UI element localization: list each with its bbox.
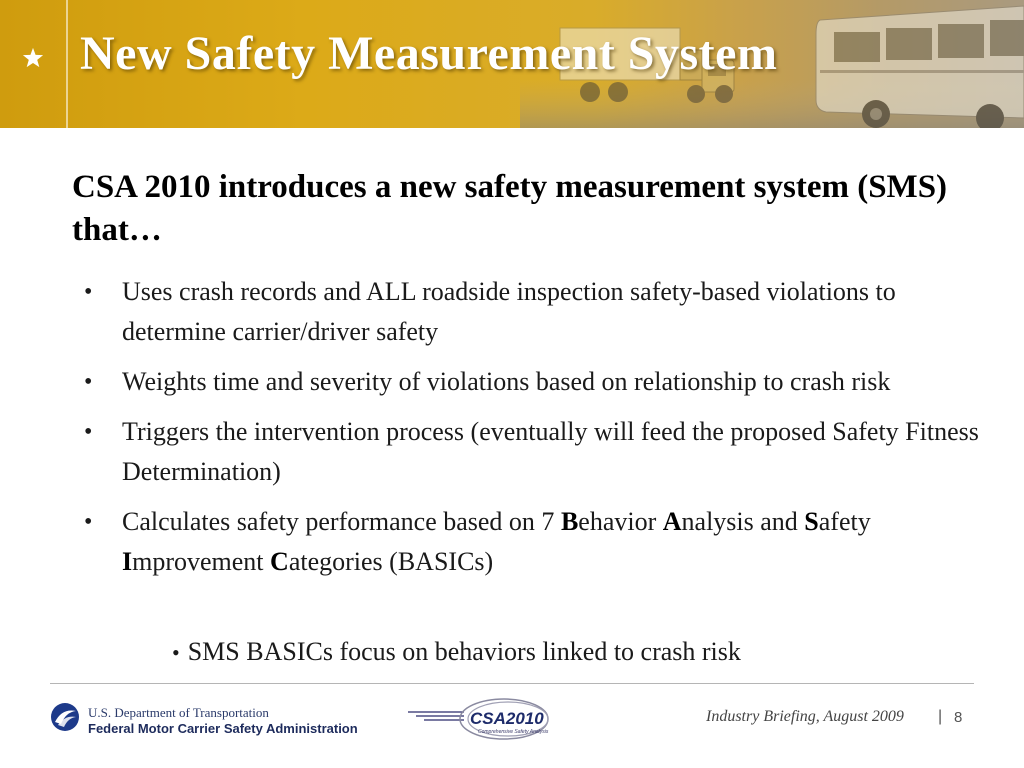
acronym-letter: S <box>804 507 819 536</box>
bullet-dot: • <box>84 279 93 305</box>
sub-bullet-dot: • <box>172 640 180 665</box>
csa2010-logo <box>408 694 558 746</box>
intro-statement: CSA 2010 introduces a new safety measurement system (SMS) that… <box>72 169 948 248</box>
dept-name: U.S. Department of Transportation <box>88 705 269 720</box>
agency-name <box>88 705 358 737</box>
bullet-text: Uses crash records and ALL roadside inspection safety-based violations to determine carrier/driver safety <box>122 277 896 346</box>
header-divider <box>66 0 68 128</box>
star-box <box>0 0 66 128</box>
star-icon <box>22 47 44 69</box>
csa-logo-text: CSA2010 <box>470 709 544 728</box>
bullet-text: Weights time and severity of violations based on relationship to crash risk <box>122 367 891 396</box>
header-band <box>0 0 1024 128</box>
bullet-list <box>72 272 992 592</box>
acronym-letter: B <box>560 507 579 536</box>
bullet-dot: • <box>84 369 93 395</box>
footer-divider <box>50 683 974 684</box>
briefing-label: Industry Briefing, August 2009 <box>706 708 904 725</box>
slide-title: New Safety Measurement System <box>80 27 778 80</box>
bullet-text: Calculates safety performance based on 7 Behavior Analysis and Safety Improvement Categories (BASICs) <box>122 507 871 576</box>
administration-name: Federal Motor Carrier Safety Administration <box>88 721 358 736</box>
bullet-item <box>72 272 992 352</box>
bullet-text: Triggers the intervention process (eventually will feed the proposed Safety Fitness Determination) <box>122 417 979 486</box>
bullet-item <box>72 362 992 402</box>
csa-logo-subtext: Comprehensive Safety Analysis <box>478 729 549 735</box>
usdot-logo-icon <box>50 702 80 732</box>
bullet-item <box>72 412 992 492</box>
bullet-dot: • <box>84 509 93 535</box>
bullet-item-basics <box>72 502 992 582</box>
acronym-letter: C <box>270 547 289 576</box>
bullet-dot: • <box>84 419 93 445</box>
page-separator: | <box>938 708 943 725</box>
sub-bullet-item <box>172 632 741 673</box>
acronym-letter: I <box>122 547 133 576</box>
acronym-letter: A <box>662 507 682 536</box>
sub-bullet-text: SMS BASICs focus on behaviors linked to crash risk <box>187 637 741 666</box>
page-number: 8 <box>954 709 963 726</box>
